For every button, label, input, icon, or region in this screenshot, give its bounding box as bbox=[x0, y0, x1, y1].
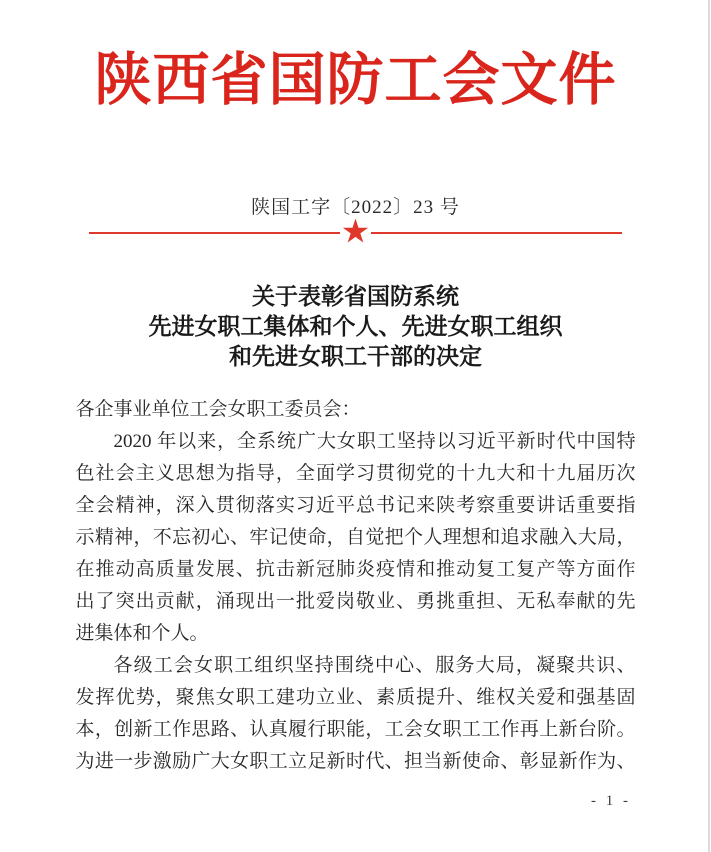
document-title-line-3: 和先进女职工干部的决定 bbox=[229, 343, 482, 369]
star-icon: ★ bbox=[342, 216, 369, 247]
body-line: 进集体和个人。 bbox=[75, 622, 209, 644]
document-number: 陕国工字〔2022〕23 号 bbox=[251, 196, 460, 218]
header-divider bbox=[89, 216, 622, 247]
document-header-title: 陕西省国防工会文件 bbox=[94, 49, 617, 112]
body-line: 各级工会女职工组织坚持围绕中心、服务大局，凝聚共识、 bbox=[113, 654, 636, 676]
divider-line-left bbox=[89, 232, 340, 234]
document-title-line-1: 关于表彰省国防系统 bbox=[252, 283, 459, 309]
document-body bbox=[76, 394, 636, 778]
document-title-line-2: 先进女职工集体和个人、先进女职工组织 bbox=[148, 313, 563, 339]
page-number: - 1 - bbox=[591, 793, 631, 809]
body-line: 示精神，不忘初心、牢记使命，自觉把个人理想和追求融入大局， bbox=[75, 526, 636, 548]
body-line: 发挥优势，聚焦女职工建功立业、素质提升、维权关爱和强基固 bbox=[75, 686, 636, 708]
body-line: 色社会主义思想为指导，全面学习贯彻党的十九大和十九届历次 bbox=[75, 462, 636, 484]
divider-line-right bbox=[371, 232, 622, 234]
salutation: 各企事业单位工会女职工委员会： bbox=[75, 398, 361, 420]
body-line: 为进一步激励广大女职工立足新时代、担当新使命、彰显新作为、 bbox=[75, 750, 636, 772]
document-title bbox=[0, 282, 711, 372]
body-line: 在推动高质量发展、抗击新冠肺炎疫情和推动复工复产等方面作 bbox=[75, 558, 636, 580]
body-paragraphs bbox=[76, 426, 636, 778]
page-right-edge bbox=[708, 0, 710, 852]
body-line: 全会精神，深入贯彻落实习近平总书记来陕考察重要讲话重要指 bbox=[75, 494, 636, 516]
body-line: 2020 年以来，全系统广大女职工坚持以习近平新时代中国特 bbox=[113, 430, 636, 452]
body-line: 本，创新工作思路、认真履行职能，工会女职工工作再上新台阶。 bbox=[75, 718, 636, 740]
body-line: 出了突出贡献，涌现出一批爱岗敬业、勇挑重担、无私奉献的先 bbox=[75, 590, 636, 612]
